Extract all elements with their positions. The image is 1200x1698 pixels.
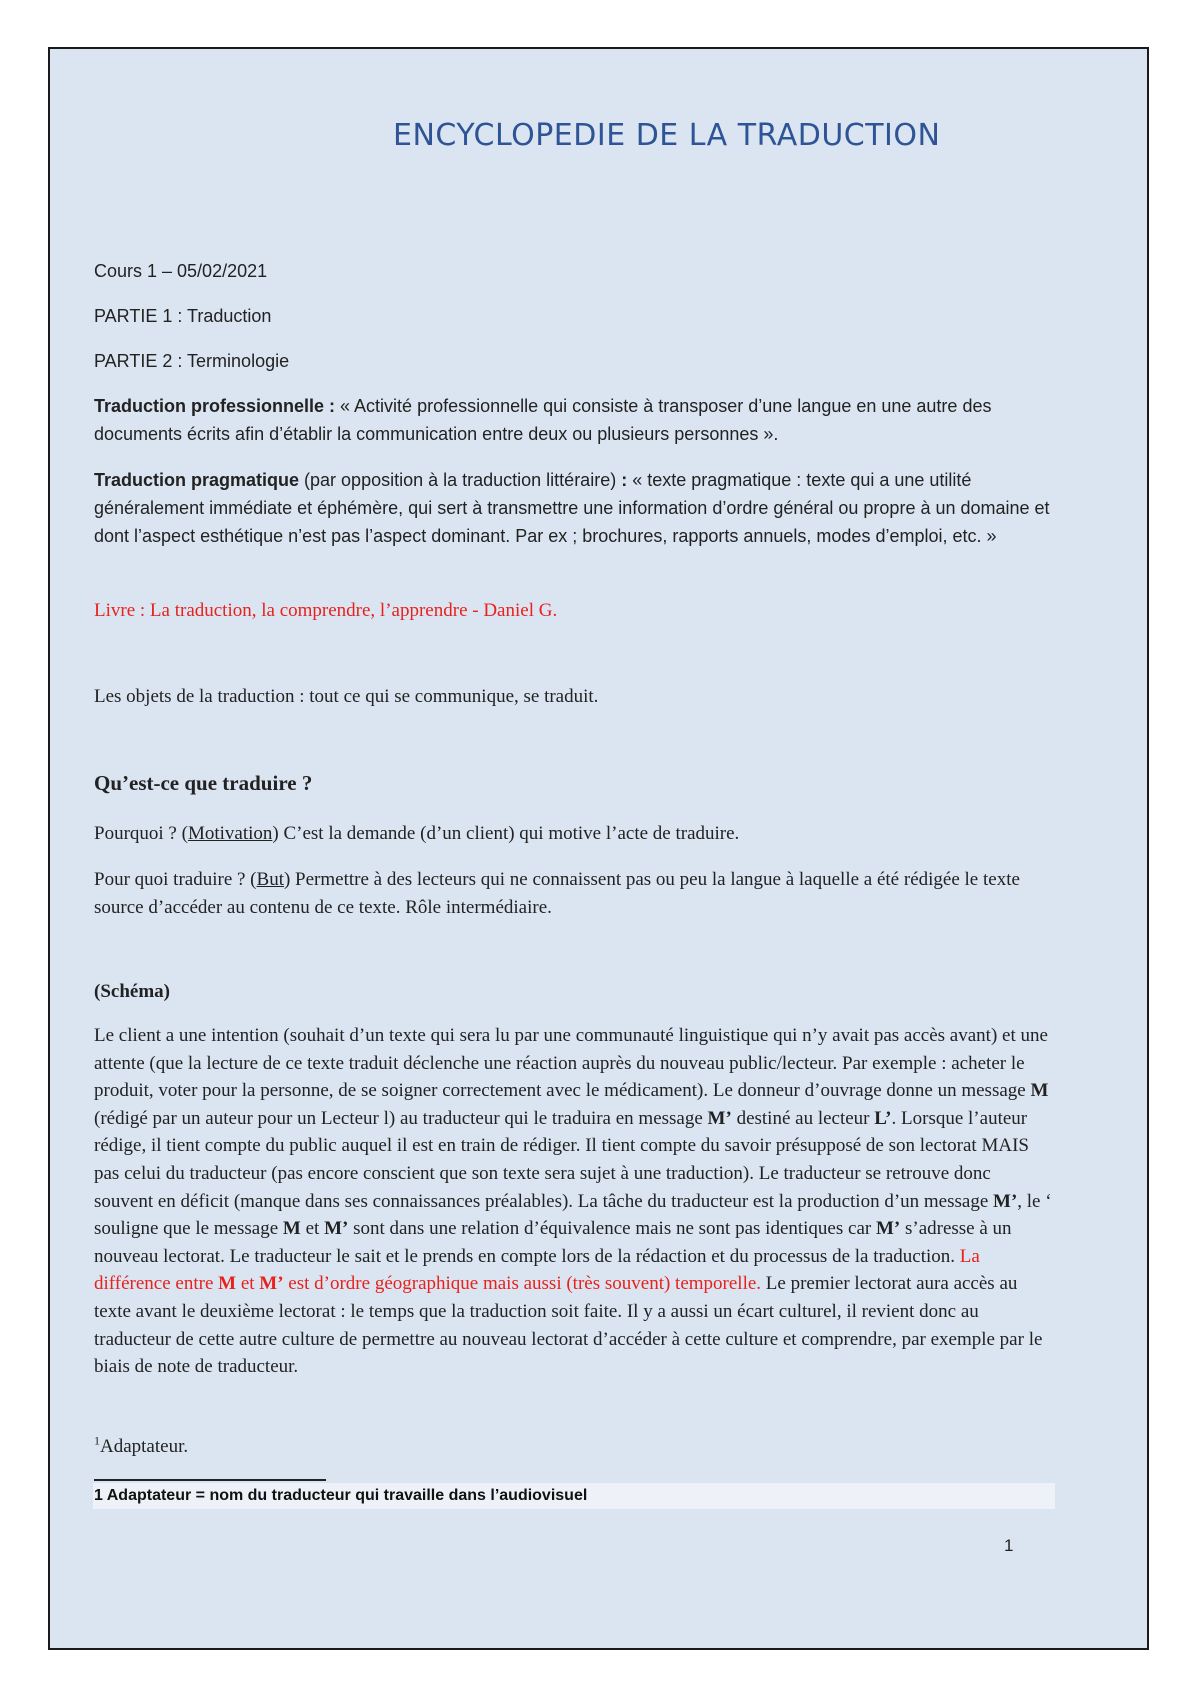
term-professionnelle: Traduction professionnelle : — [94, 396, 336, 416]
page-frame — [48, 47, 1149, 1650]
section-heading-quest-ce-que-traduire: Qu’est-ce que traduire ? — [94, 771, 313, 795]
footnote-separator — [94, 1479, 326, 1481]
definition-professionnelle: Traduction professionnelle : « Activité professionnelle qui consiste à transposer d’une langue en une autre des documents écrits afin d’établir la communication entre deux ou plusieurs personnes ». — [94, 396, 992, 444]
document-title: ENCYCLOPEDIE DE LA TRADUCTION — [393, 118, 941, 153]
highlighted-difference: La différence entre M et M’ est d’ordre géographique mais aussi (très souvent) temporelle. — [94, 1245, 980, 1295]
term-pragmatique: Traduction pragmatique — [94, 470, 300, 490]
page-number: 1 — [1004, 1536, 1014, 1555]
adaptateur-line: $^1$Adaptateur. — [94, 1433, 189, 1457]
pourquoi-paragraph: Pourquoi ? (Motivation) C’est la demande (d’un client) qui motive l’acte de traduire. — [94, 823, 740, 844]
schema-label: (Schéma) — [94, 981, 170, 1002]
part-1-line: PARTIE 1 : Traduction — [94, 306, 272, 326]
definition-pragmatique: Traduction pragmatique (par opposition à la traduction littéraire) : « texte pragmatique : texte qui a une utilité généralement immédiate et éphémère, qui sert à transmettre une information d’ordre général ou propre à un domaine et dont l’aspect esthétique n’est pas l’aspect dominant. Par ex ; brochures, rapports annuels, modes d’emploi, etc. » — [94, 470, 1050, 546]
part-2-line: PARTIE 2 : Terminologie — [94, 351, 290, 371]
main-paragraph: Le client a une intention (souhait d’un texte qui sera lu par une communauté linguistique qui n’y avait pas accès avant) et une attente (que la lecture de ce texte traduit déclenche une réaction auprès du nouveau public/lecteur. Par exemple : acheter le produit, voter pour la personne, de se soigner correctement avec le médicament). Le donneur d’ouvrage donne un message M (rédigé par un auteur pour un Lecteur l) au traducteur qui le traduira en message M’ destiné au lecteur L’. Lorsque l’auteur rédige, il tient compte du public auquel il est en train de rédiger. Il tient compte du savoir présupposé de son lectorat MAIS pas celui du traducteur (pas encore conscient que son texte sera sujet à une traduction). Le traducteur se retrouve donc souvent en déficit (manque dans ses connaissances préalables). La tâche du traducteur est la production d’un message M’, le ‘ souligne que le message M et M’ sont dans une relation d’équivalence mais ne sont pas identiques car M’ s’adresse à un nouveau lectorat. Le traducteur le sait et le prends en compte lors de la rédaction et du processus de la traduction. La différence entre M et M’ est d’ordre géographique mais aussi (très souvent) temporelle. Le premier lectorat aura accès au texte avant le deuxième lectorat : le temps que la traduction soit faite. Il y a aussi un écart culturel, il revient donc au traducteur de cette autre culture de permettre au nouveau lectorat d’accéder à cette culture et comprendre, par exemple par le biais de note de traducteur. — [94, 1025, 1052, 1378]
livre-reference: Livre : La traduction, la comprendre, l’apprendre - Daniel G. — [94, 600, 558, 621]
course-line: Cours 1 – 05/02/2021 — [94, 261, 268, 281]
footnote-text: 1 Adaptateur = nom du traducteur qui travaille dans l’audiovisuel — [94, 1487, 588, 1504]
footnote-reference: 1 — [94, 1433, 100, 1448]
pour-quoi-paragraph: Pour quoi traduire ? (But) Permettre à des lecteurs qui ne connaissent pas ou peu la langue à laquelle a été rédigée le texte source d’accéder au contenu de ce texte. Rôle intermédiaire. — [94, 869, 1020, 918]
objets-traduction: Les objets de la traduction : tout ce qui se communique, se traduit. — [94, 686, 599, 707]
